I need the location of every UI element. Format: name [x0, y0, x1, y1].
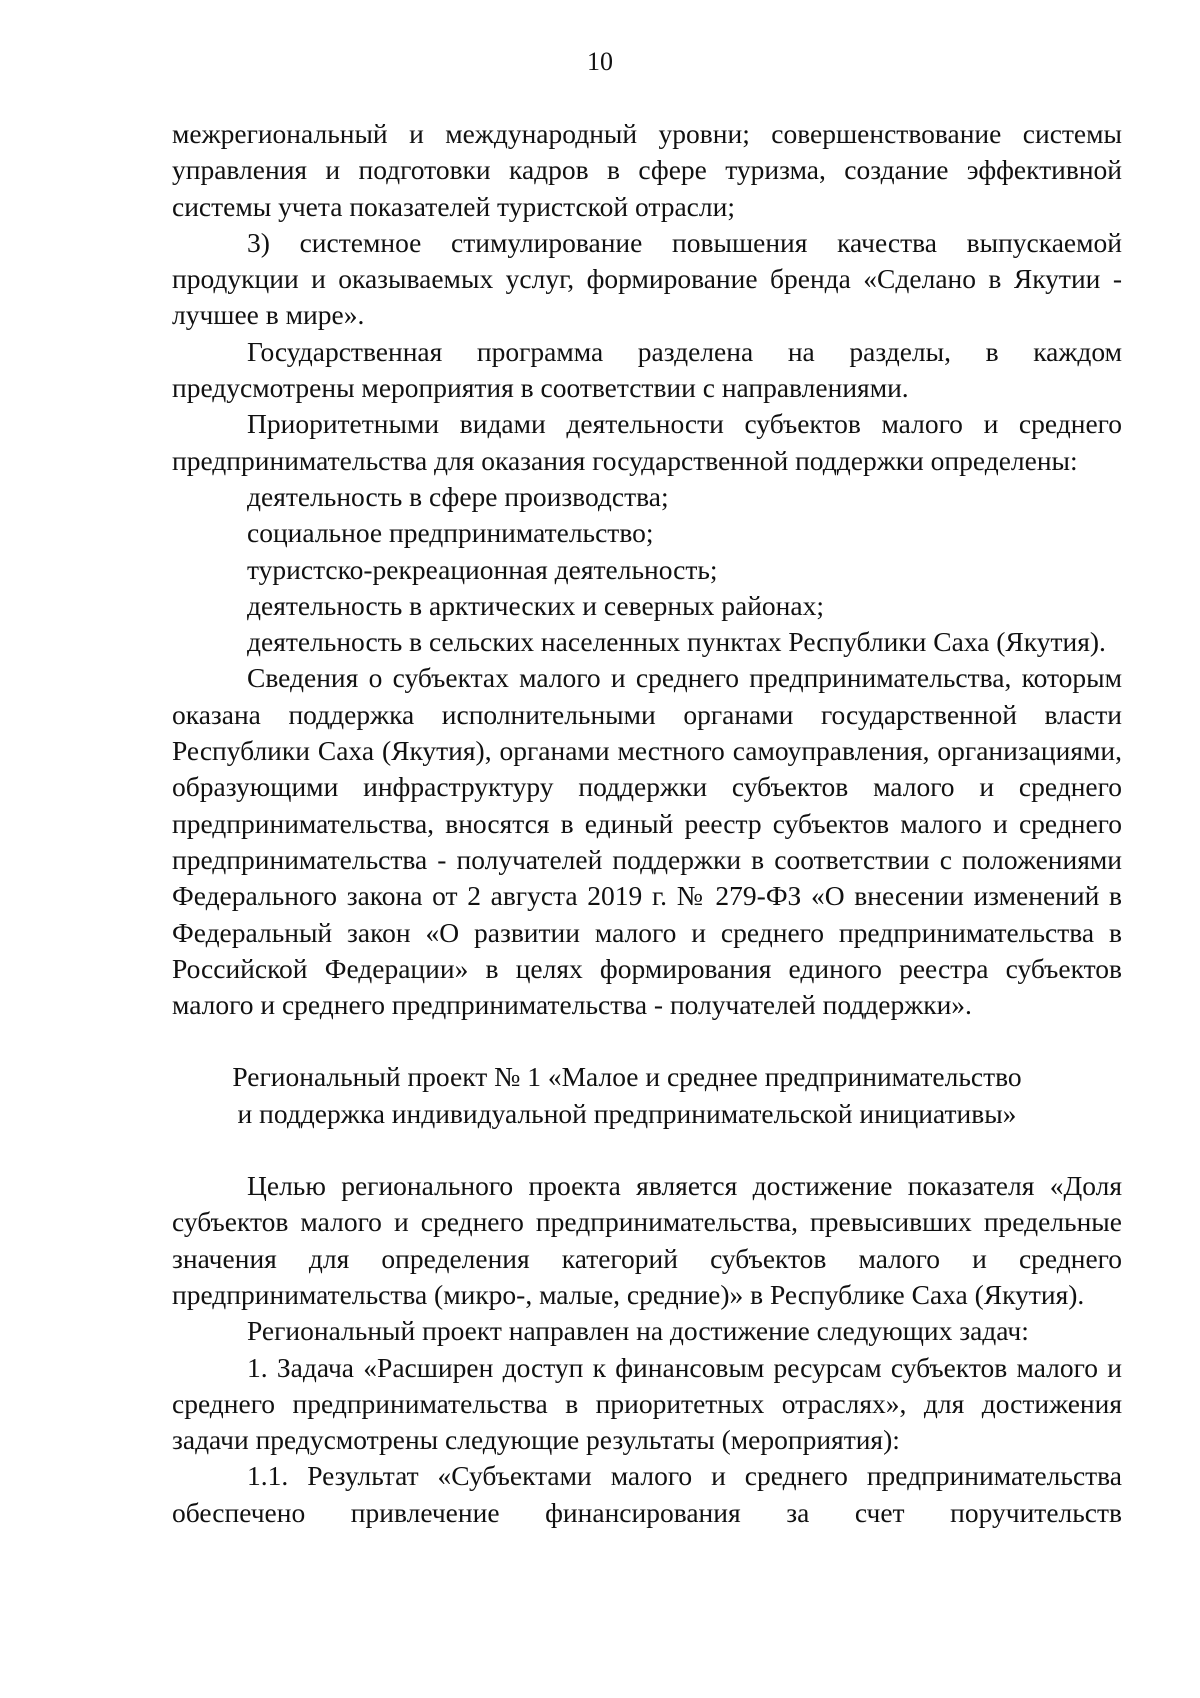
paragraph-result-1-1: 1.1. Результат «Субъектами малого и среднего предпринимательства обеспечено привлечение финансирования за счет поручительств: [172, 1460, 1122, 1528]
spacer: [172, 1132, 1122, 1168]
paragraph-registry-info: Сведения о субъектах малого и среднего предпринимательства, которым оказана поддержка исполнительными органами государственной власти Республики Саха (Якутия), органами местного самоуправления, организациями, образующими инфраструктуру поддержки субъектов малого и среднего предпринимательства, вносятся в единый реестр субъектов малого и среднего предпринимательства - получателей поддержки в соответствии с положениями Федерального закона от 2 августа 2019 г. № 279-ФЗ «О внесении изменений в Федеральный закон «О развитии малого и среднего предпринимательства в Российской Федерации» в целях формирования единого реестра субъектов малого и среднего предпринимательства - получателей поддержки».: [172, 662, 1122, 1021]
paragraph-priority-activities: Приоритетными видами деятельности субъектов малого и среднего предпринимательства для оказания государственной поддержки определены:: [172, 408, 1122, 476]
section-heading-line-2: и поддержка индивидуальной предпринимательской инициативы»: [237, 1097, 1017, 1129]
priority-list-item: социальное предпринимательство;: [247, 517, 654, 549]
priority-list-item: деятельность в сфере производства;: [247, 480, 669, 512]
paragraph-quality-stimulation: 3) системное стимулирование повышения качества выпускаемой продукции и оказываемых услуг, формирование бренда «Сделано в Якутии - лучшее в мире».: [172, 226, 1122, 331]
page-number: 10: [587, 47, 613, 76]
document-body: [172, 116, 1122, 1531]
spacer: [172, 1023, 1122, 1059]
paragraph-program-sections: Государственная программа разделена на разделы, в каждом предусмотрены мероприятия в соответствии с направлениями.: [172, 335, 1122, 404]
paragraph-project-goal: Целью регионального проекта является достижение показателя «Доля субъектов малого и среднего предпринимательства, превысивших предельные значения для определения категорий субъектов малого и среднего предпринимательства (микро-, малые, средние)» в Республике Саха (Якутия).: [172, 1170, 1122, 1310]
priority-list-item: деятельность в сельских населенных пунктах Республики Саха (Якутия).: [247, 626, 1106, 658]
priority-list-item: деятельность в арктических и северных районах;: [247, 589, 824, 621]
paragraph-tourism-continuation: межрегиональный и международный уровни; совершенствование системы управления и подготовки кадров в сфере туризма, создание эффективной системы учета показателей туристской отрасли;: [172, 118, 1122, 222]
paragraph-task-1: 1. Задача «Расширен доступ к финансовым ресурсам субъектов малого и среднего предпринимательства в приоритетных отраслях», для достижения задачи предусмотрены следующие результаты (мероприятия):: [172, 1351, 1122, 1456]
section-heading-line-1: Региональный проект № 1 «Малое и среднее предпринимательство: [232, 1061, 1022, 1093]
priority-list-item: туристско-рекреационная деятельность;: [247, 553, 718, 585]
paragraph-project-tasks-intro: Региональный проект направлен на достижение следующих задач:: [247, 1315, 1029, 1347]
